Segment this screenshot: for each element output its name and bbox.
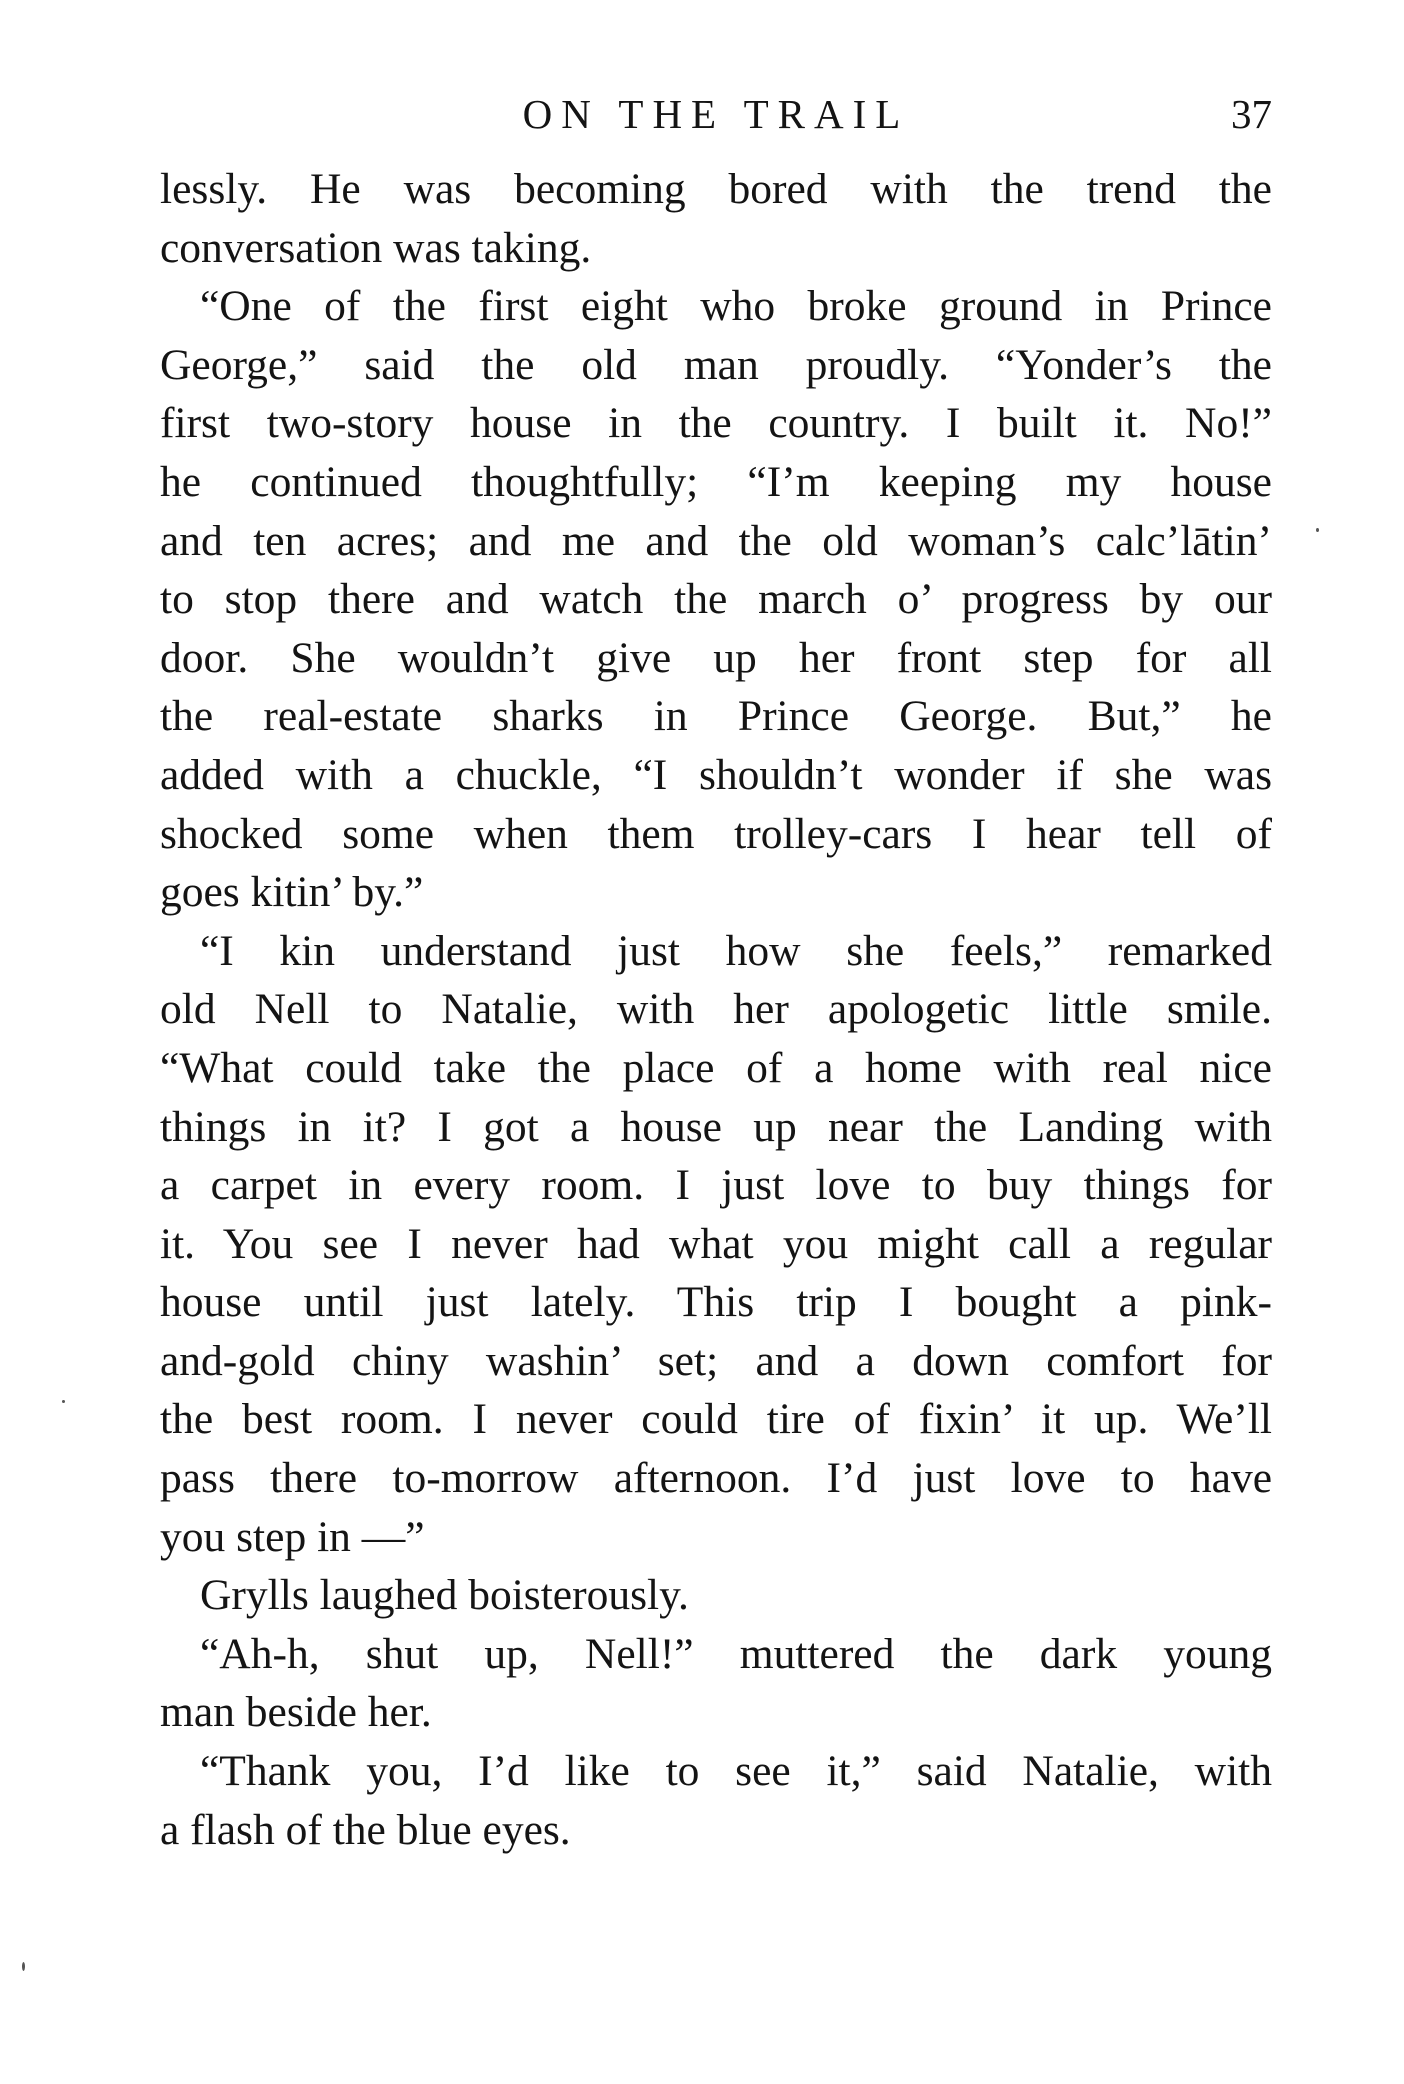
text-line: you step in —” [160,1512,425,1561]
text-line: Grylls laughed boisterously. [200,1571,689,1620]
text-line: first two-story house in the country. I built it. No!” [160,399,1272,448]
text-line: it. You see I never had what you might call a regular [160,1219,1272,1268]
text-line: “I kin understand just how she feels,” remarked [200,926,1272,975]
text-line: pass there to-morrow afternoon. I’d just love to have [160,1454,1272,1503]
text-line: a flash of the blue eyes. [160,1805,571,1854]
text-line: lessly. He was becoming bored with the trend the [160,165,1272,213]
page-number: 37 [1231,91,1272,137]
text-line: things in it? I got a house up near the Landing with [160,1102,1272,1151]
text-line: the real-estate sharks in Prince George. But,” he [160,692,1272,741]
running-head: ON THE TRAIL [522,91,910,137]
text-line: door. She wouldn’t give up her front step for all [160,633,1272,682]
text-line: shocked some when them trolley-cars I hear tell of [160,809,1272,858]
page-header [160,84,1272,144]
text-line: goes kitin’ by.” [160,868,424,917]
text-line: “Thank you, I’d like to see it,” said Natalie, with [200,1747,1272,1796]
text-line: “What could take the place of a home with real nice [160,1043,1272,1092]
text-line: man beside her. [160,1688,432,1737]
text-line: George,” said the old man proudly. “Yonder’s the [160,340,1272,389]
body-text [160,160,1272,1859]
text-line: old Nell to Natalie, with her apologetic little smile. [160,985,1272,1034]
ink-speck [22,1962,25,1971]
ink-speck [62,1400,65,1403]
text-line: house until just lately. This trip I bought a pink- [160,1278,1272,1327]
text-line: and ten acres; and me and the old woman’s calc’lātin’ [160,516,1272,565]
text-line: conversation was taking. [160,223,592,272]
text-line: a carpet in every room. I just love to buy things for [160,1161,1272,1210]
text-line: added with a chuckle, “I shouldn’t wonder if she was [160,750,1272,799]
text-line: “One of the first eight who broke ground in Prince [200,282,1272,331]
text-line: and-gold chiny washin’ set; and a down comfort for [160,1336,1272,1385]
ink-speck [1316,528,1319,532]
text-line: he continued thoughtfully; “I’m keeping my house [160,457,1272,506]
text-line: the best room. I never could tire of fixin’ it up. We’ll [160,1395,1272,1444]
text-line: to stop there and watch the march o’ progress by our [160,575,1272,624]
text-line: “Ah-h, shut up, Nell!” muttered the dark young [200,1629,1272,1678]
